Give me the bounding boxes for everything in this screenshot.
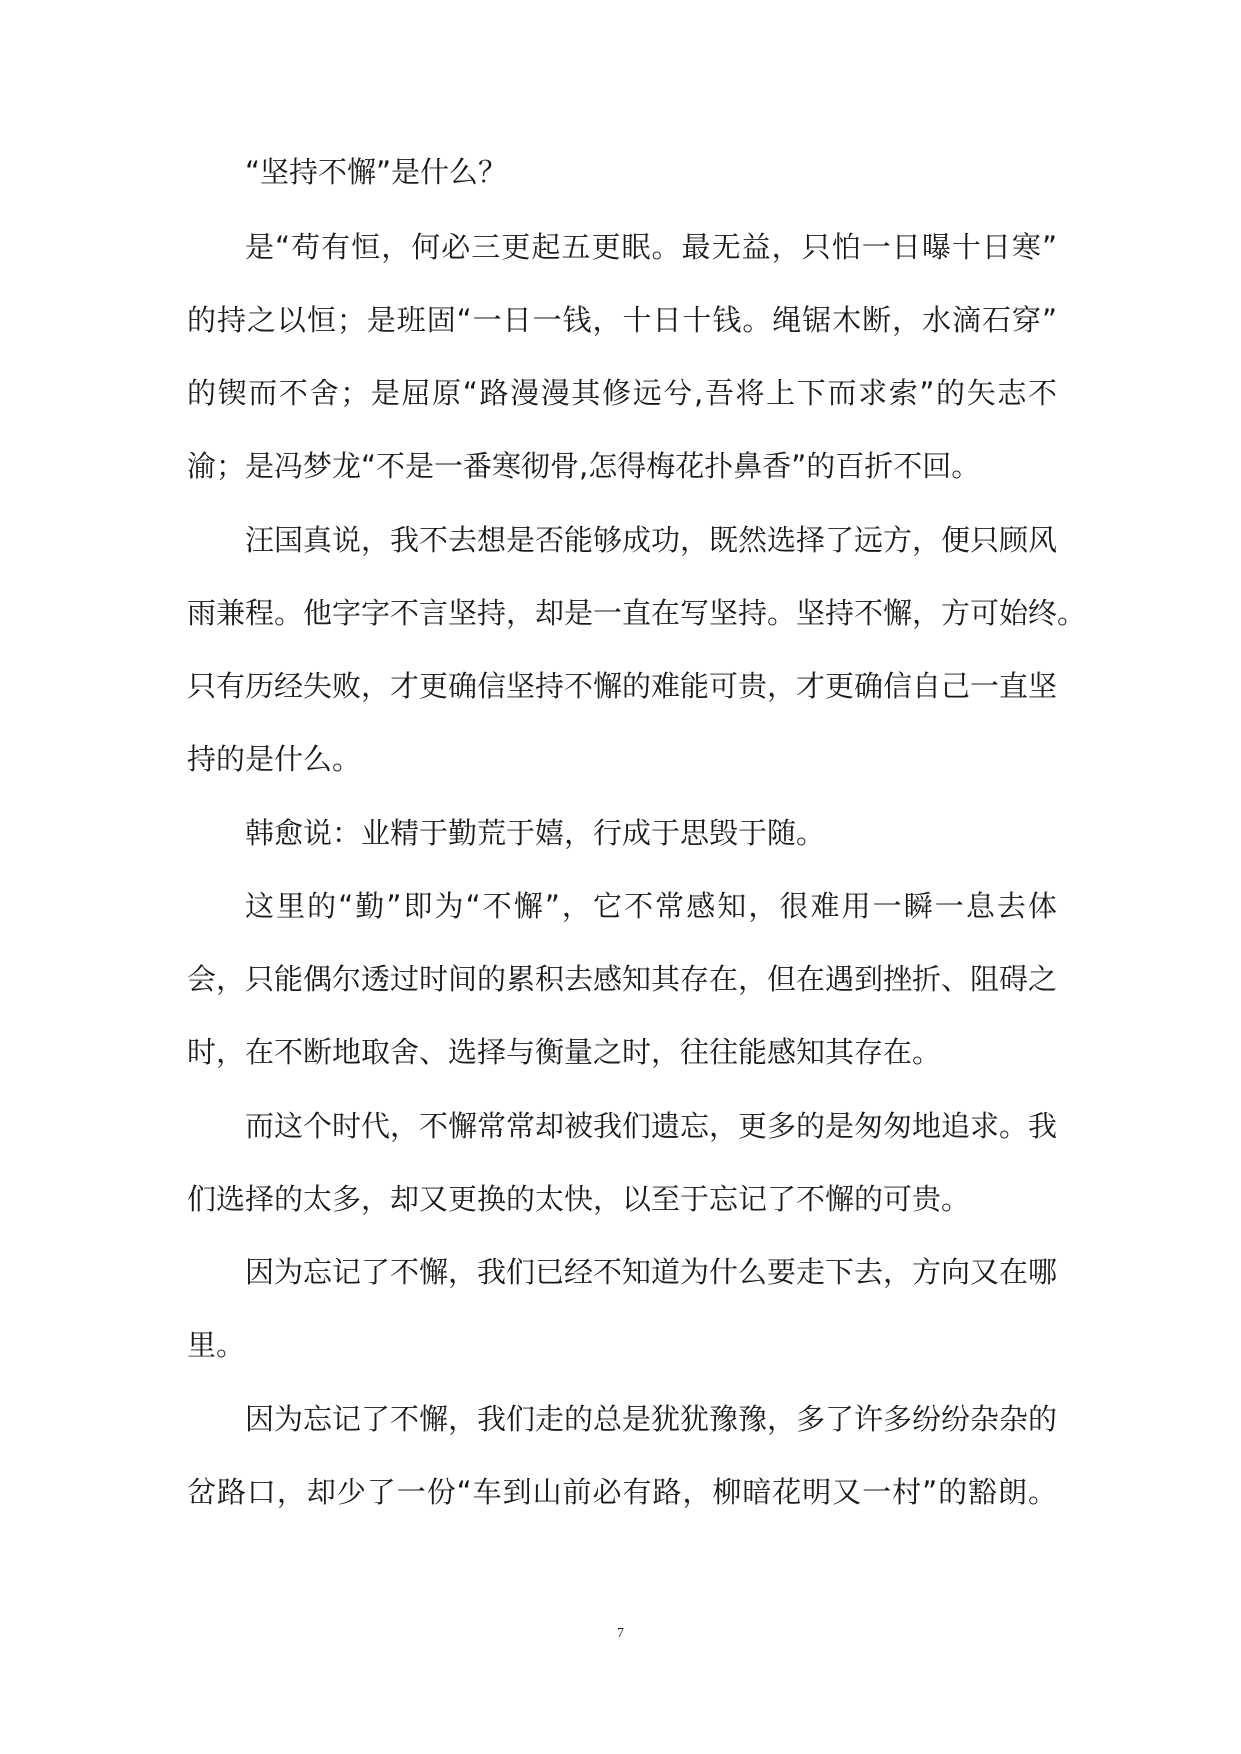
paragraph-line: 会，只能偶尔透过时间的累积去感知其存在，但在遇到挫折、阻碍之 bbox=[187, 962, 1058, 996]
paragraph-line: 的锲而不舍；是屈原“路漫漫其修远兮,吾将上下而求索”的矢志不 bbox=[187, 376, 1057, 410]
paragraph-line: 雨兼程。他字字不言坚持，却是一直在写坚持。坚持不懈，方可始终。 bbox=[187, 596, 1087, 630]
paragraph-line: 的持之以恒；是班固“一日一钱，十日十钱。绳锯木断，水滴石穿” bbox=[187, 303, 1057, 337]
paragraph-line: 们选择的太多，却又更换的太快，以至于忘记了不懈的可贵。 bbox=[187, 1182, 971, 1216]
paragraph-line: 时，在不断地取舍、选择与衡量之时，往往能感知其存在。 bbox=[187, 1035, 942, 1069]
paragraph-line: 因为忘记了不懈，我们已经不知道为什么要走下去，方向又在哪 bbox=[245, 1255, 1058, 1289]
paragraph-line: 这里的“勤”即为“不懈”，它不常感知，很难用一瞬一息去体 bbox=[245, 889, 1057, 923]
paragraph-line: 持的是什么。 bbox=[187, 742, 362, 776]
paragraph-line: 因为忘记了不懈，我们走的总是犹犹豫豫，多了许多纷纷杂杂的 bbox=[245, 1402, 1058, 1436]
paragraph-line: 是“苟有恒，何必三更起五更眠。最无益，只怕一日曝十日寒” bbox=[245, 230, 1057, 264]
paragraph-line: 岔路口，却少了一份“车到山前必有路，柳暗花明又一村”的豁朗。 bbox=[187, 1475, 1057, 1509]
paragraph-line: 里。 bbox=[187, 1328, 246, 1362]
paragraph-line: 只有历经失败，才更确信坚持不懈的难能可贵，才更确信自己一直坚 bbox=[187, 669, 1058, 703]
paragraph-line: 而这个时代，不懈常常却被我们遗忘，更多的是匆匆地追求。我 bbox=[245, 1109, 1058, 1143]
paragraph-line: 渝；是冯梦龙“不是一番寒彻骨,怎得梅花扑鼻香”的百折不回。 bbox=[187, 449, 981, 483]
paragraph-line: 韩愈说：业精于勤荒于嬉，行成于思毁于随。 bbox=[245, 816, 826, 850]
paragraph-line: “坚持不懈”是什么？ bbox=[245, 155, 508, 189]
page-number: 7 bbox=[617, 1626, 624, 1641]
paragraph-line: 汪国真说，我不去想是否能够成功，既然选择了远方，便只顾风 bbox=[245, 523, 1058, 557]
